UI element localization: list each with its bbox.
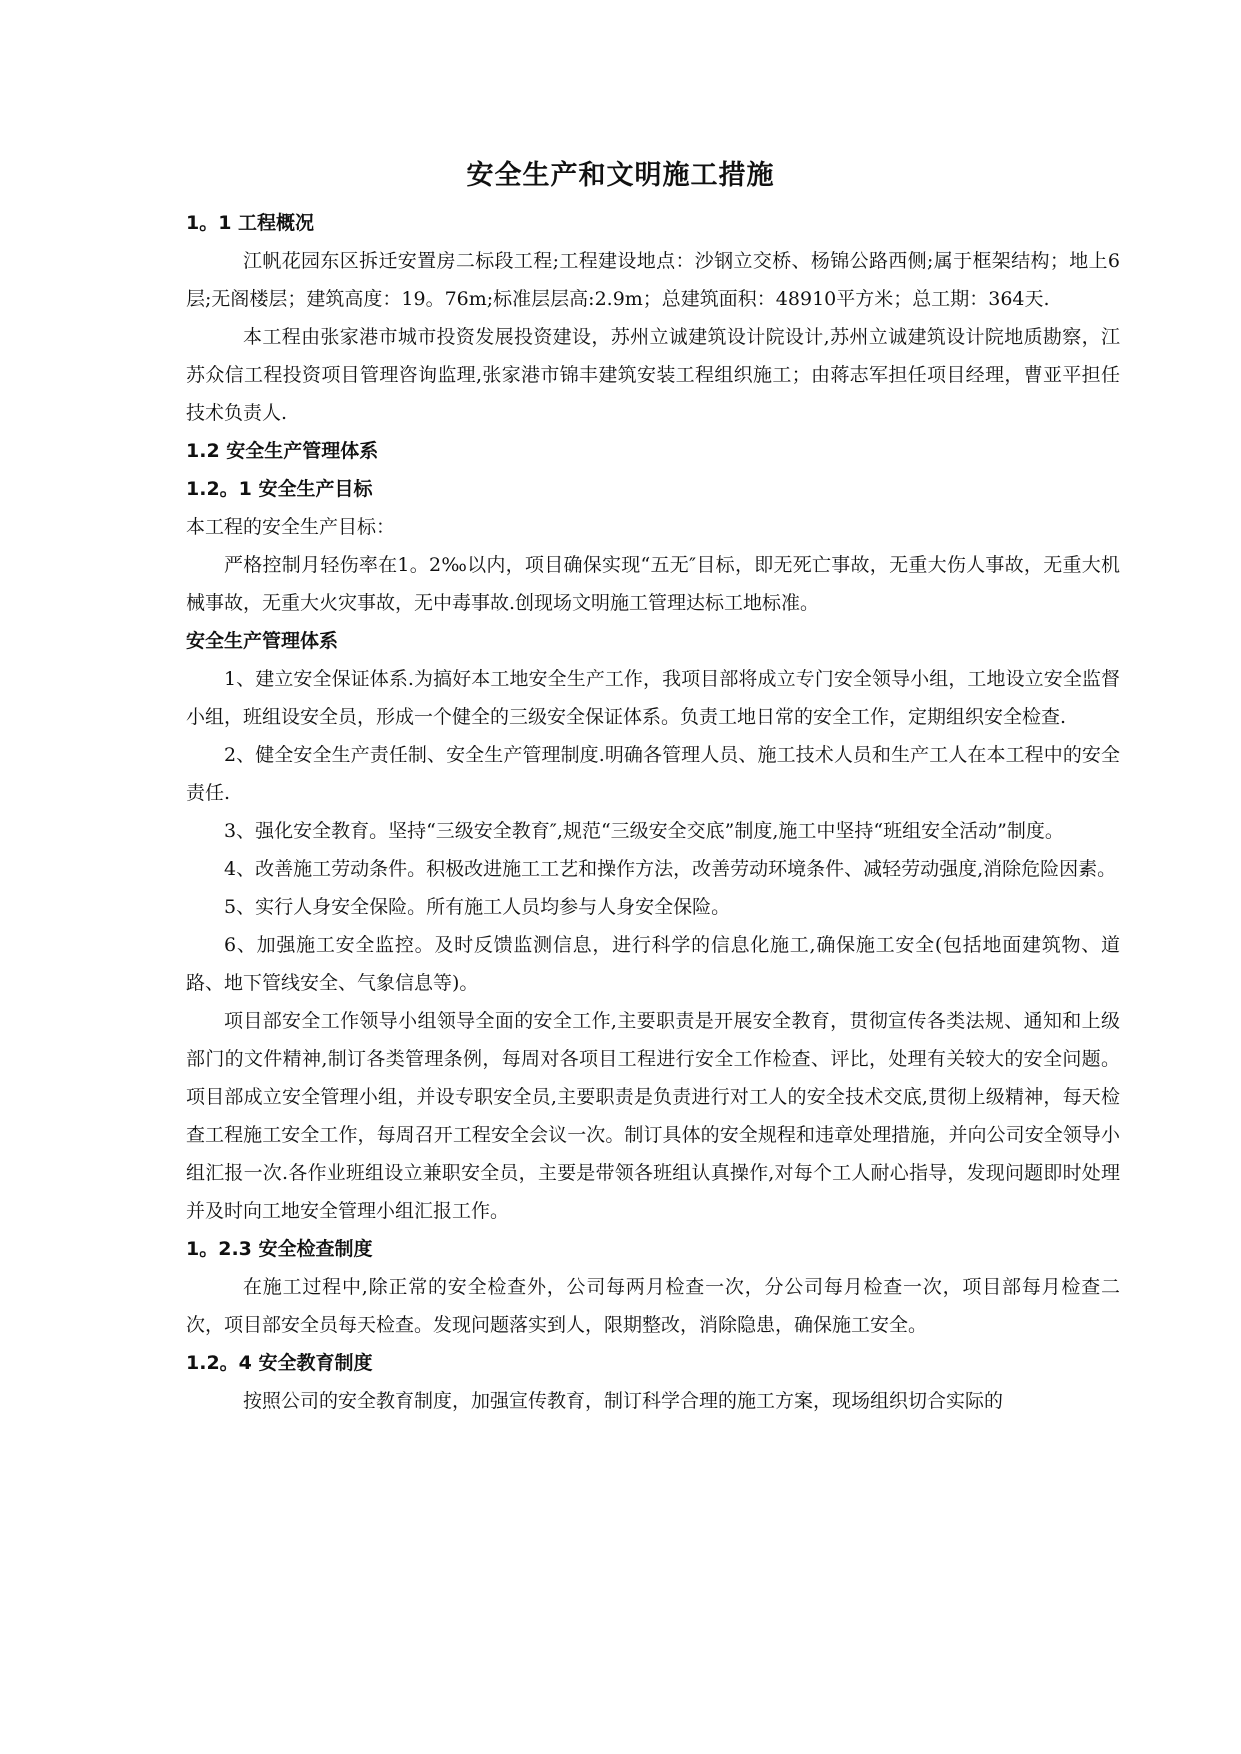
paragraph-goal-intro: 本工程的安全生产目标： xyxy=(186,516,396,538)
paragraph-leadership-duties: 项目部安全工作领导小组领导全面的安全工作,主要职责是开展安全教育，贯彻宣传各类法规、通知和上级部门的文件精神,制订各类管理条例，每周对各项目工程进行安全工作检查、评比，处理有关较大的安全问题。项目部成立安全管理小组，并设专职安全员,主要职责是负责进行对工人的安全技术交底,贯彻上级精神，每天检查工程施工安全工作，每周召开工程安全会议一次。制订具体的安全规程和违章处理措施，并向公司安全领导小组汇报一次.各作业班组设立兼职安全员，主要是带领各班组认真操作,对每个工人耐心指导，发现问题即时处理并及时向工地安全管理小组汇报工作。 xyxy=(186,1010,1120,1222)
section-heading-1-2-1: 1.2。1 安全生产目标 xyxy=(186,478,373,500)
paragraph-safety-goal: 严格控制月轻伤率在1。2‰以内，项目确保实现“五无″目标，即无死亡事故，无重大伤人事故，无重大机械事故，无重大火灾事故，无中毒事故.创现场文明施工管理达标工地标准。 xyxy=(186,554,1120,614)
section-heading-1-2-4: 1.2。4 安全教育制度 xyxy=(186,1352,373,1374)
document-title: 安全生产和文明施工措施 xyxy=(466,160,775,191)
list-item: 1、建立安全保证体系.为搞好本工地安全生产工作，我项目部将成立专门安全领导小组，工地设立安全监督小组，班组设安全员，形成一个健全的三级安全保证体系。负责工地日常的安全工作，定期组织安全检查. xyxy=(186,668,1120,728)
paragraph-education: 按照公司的安全教育制度，加强宣传教育，制订科学合理的施工方案，现场组织切合实际的 xyxy=(243,1390,1004,1412)
section-heading-management-system: 安全生产管理体系 xyxy=(186,630,339,652)
list-item: 2、健全安全生产责任制、安全生产管理制度.明确各管理人员、施工技术人员和生产工人在本工程中的安全责任. xyxy=(186,744,1120,804)
document-body xyxy=(186,204,1120,1420)
section-heading-1-2-3: 1。2.3 安全检查制度 xyxy=(186,1238,373,1260)
list-item: 6、加强施工安全监控。及时反馈监测信息，进行科学的信息化施工,确保施工安全(包括地面建筑物、道路、地下管线安全、气象信息等)。 xyxy=(186,934,1120,994)
section-heading-1-1: 1。1 工程概况 xyxy=(186,212,315,234)
paragraph-inspection: 在施工过程中,除正常的安全检查外，公司每两月检查一次，分公司每月检查一次，项目部每月检查二次，项目部安全员每天检查。发现问题落实到人，限期整改，消除隐患，确保施工安全。 xyxy=(186,1276,1120,1336)
list-item: 5、实行人身安全保险。所有施工人员均参与人身安全保险。 xyxy=(224,896,731,918)
paragraph-project-parties: 本工程由张家港市城市投资发展投资建设，苏州立诚建筑设计院设计,苏州立诚建筑设计院地质勘察，江苏众信工程投资项目管理咨询监理,张家港市锦丰建筑安装工程组织施工；由蒋志军担任项目经理，曹亚平担任技术负责人. xyxy=(186,326,1120,424)
paragraph-project-overview: 江帆花园东区拆迁安置房二标段工程;工程建设地点：沙钢立交桥、杨锦公路西侧;属于框架结构；地上6层;无阁楼层；建筑高度：19。76m;标准层层高:2.9m；总建筑面积：48910平方米；总工期：364天. xyxy=(186,250,1120,310)
list-item: 4、改善施工劳动条件。积极改进施工工艺和操作方法，改善劳动环境条件、减轻劳动强度,消除危险因素。 xyxy=(224,858,1117,880)
section-heading-1-2: 1.2 安全生产管理体系 xyxy=(186,440,379,462)
list-item: 3、强化安全教育。坚持“三级安全教育″,规范“三级安全交底”制度,施工中坚持“班组安全活动”制度。 xyxy=(224,820,1064,842)
